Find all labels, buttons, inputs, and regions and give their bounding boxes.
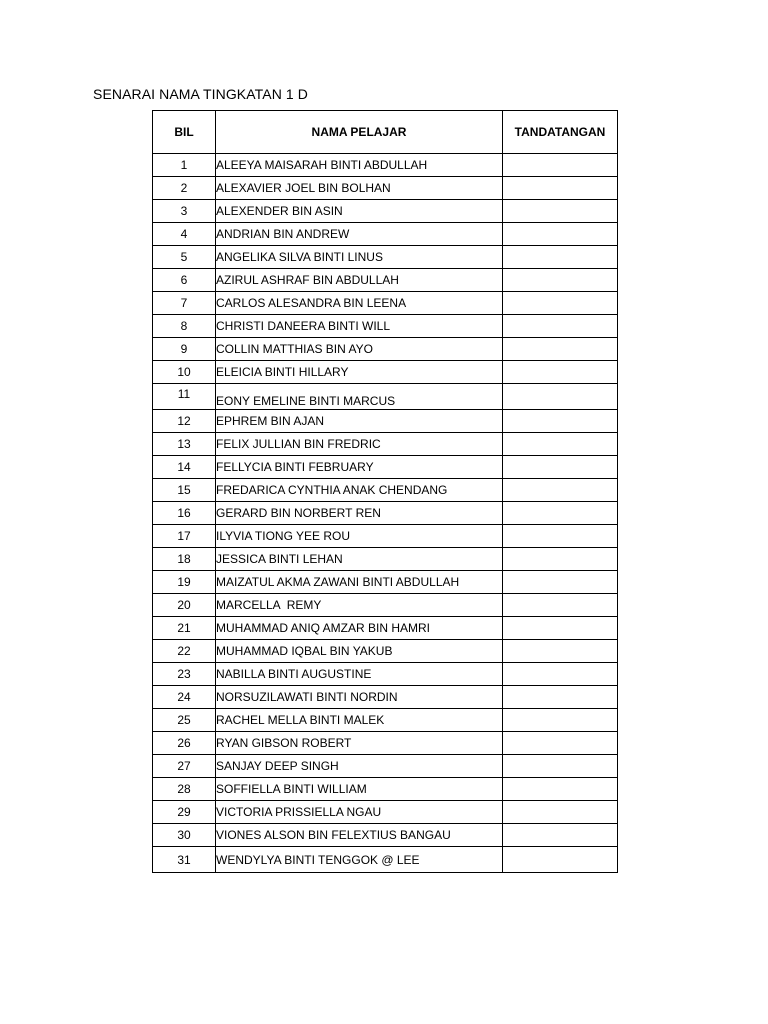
signature-cell[interactable] bbox=[503, 154, 618, 177]
signature-cell[interactable] bbox=[503, 640, 618, 663]
signature-cell[interactable] bbox=[503, 525, 618, 548]
table-row bbox=[153, 223, 618, 246]
signature-cell[interactable] bbox=[503, 433, 618, 456]
row-number: 11 bbox=[153, 384, 216, 410]
table-row bbox=[153, 338, 618, 361]
table-row bbox=[153, 709, 618, 732]
student-name: ANGELIKA SILVA BINTI LINUS bbox=[216, 246, 503, 269]
table-row bbox=[153, 686, 618, 709]
row-number: 29 bbox=[153, 801, 216, 824]
row-number: 26 bbox=[153, 732, 216, 755]
header-student-name: NAMA PELAJAR bbox=[216, 111, 503, 154]
signature-cell[interactable] bbox=[503, 502, 618, 525]
table-row bbox=[153, 525, 618, 548]
signature-cell[interactable] bbox=[503, 315, 618, 338]
signature-cell[interactable] bbox=[503, 410, 618, 433]
signature-cell[interactable] bbox=[503, 200, 618, 223]
signature-cell[interactable] bbox=[503, 456, 618, 479]
signature-cell[interactable] bbox=[503, 778, 618, 801]
student-name: SANJAY DEEP SINGH bbox=[216, 755, 503, 778]
row-number: 13 bbox=[153, 433, 216, 456]
row-number: 1 bbox=[153, 154, 216, 177]
student-name: ELEICIA BINTI HILLARY bbox=[216, 361, 503, 384]
table-row bbox=[153, 315, 618, 338]
signature-cell[interactable] bbox=[503, 663, 618, 686]
row-number: 10 bbox=[153, 361, 216, 384]
row-number: 25 bbox=[153, 709, 216, 732]
row-number: 18 bbox=[153, 548, 216, 571]
table-body bbox=[153, 154, 618, 873]
row-number: 5 bbox=[153, 246, 216, 269]
student-name: MUHAMMAD ANIQ AMZAR BIN HAMRI bbox=[216, 617, 503, 640]
signature-cell[interactable] bbox=[503, 617, 618, 640]
student-name: VIONES ALSON BIN FELEXTIUS BANGAU bbox=[216, 824, 503, 847]
table-row bbox=[153, 246, 618, 269]
student-name: ALEXAVIER JOEL BIN BOLHAN bbox=[216, 177, 503, 200]
student-name: CHRISTI DANEERA BINTI WILL bbox=[216, 315, 503, 338]
signature-cell[interactable] bbox=[503, 548, 618, 571]
signature-cell[interactable] bbox=[503, 223, 618, 246]
table-row bbox=[153, 617, 618, 640]
table-row bbox=[153, 456, 618, 479]
table-row bbox=[153, 640, 618, 663]
student-name: FELIX JULLIAN BIN FREDRIC bbox=[216, 433, 503, 456]
student-name: ILYVIA TIONG YEE ROU bbox=[216, 525, 503, 548]
signature-cell[interactable] bbox=[503, 594, 618, 617]
student-name: WENDYLYA BINTI TENGGOK @ LEE bbox=[216, 847, 503, 873]
row-number: 12 bbox=[153, 410, 216, 433]
table-row bbox=[153, 778, 618, 801]
row-number: 8 bbox=[153, 315, 216, 338]
student-name: NABILLA BINTI AUGUSTINE bbox=[216, 663, 503, 686]
table-header-row bbox=[153, 111, 618, 154]
signature-cell[interactable] bbox=[503, 824, 618, 847]
student-name: ANDRIAN BIN ANDREW bbox=[216, 223, 503, 246]
row-number: 21 bbox=[153, 617, 216, 640]
signature-cell[interactable] bbox=[503, 177, 618, 200]
row-number: 4 bbox=[153, 223, 216, 246]
student-name: SOFFIELLA BINTI WILLIAM bbox=[216, 778, 503, 801]
table-row bbox=[153, 594, 618, 617]
row-number: 27 bbox=[153, 755, 216, 778]
table-row bbox=[153, 433, 618, 456]
row-number: 20 bbox=[153, 594, 216, 617]
row-number: 31 bbox=[153, 847, 216, 873]
signature-cell[interactable] bbox=[503, 755, 618, 778]
signature-cell[interactable] bbox=[503, 847, 618, 873]
table-row bbox=[153, 502, 618, 525]
student-name: RYAN GIBSON ROBERT bbox=[216, 732, 503, 755]
row-number: 15 bbox=[153, 479, 216, 502]
student-name: COLLIN MATTHIAS BIN AYO bbox=[216, 338, 503, 361]
table-row bbox=[153, 548, 618, 571]
table-row bbox=[153, 755, 618, 778]
signature-cell[interactable] bbox=[503, 269, 618, 292]
student-name: ALEXENDER BIN ASIN bbox=[216, 200, 503, 223]
table-row bbox=[153, 847, 618, 873]
student-name: ALEEYA MAISARAH BINTI ABDULLAH bbox=[216, 154, 503, 177]
row-number: 2 bbox=[153, 177, 216, 200]
table-row bbox=[153, 361, 618, 384]
table-row bbox=[153, 479, 618, 502]
table-row bbox=[153, 732, 618, 755]
document-title: SENARAI NAMA TINGKATAN 1 D bbox=[93, 86, 308, 102]
signature-cell[interactable] bbox=[503, 571, 618, 594]
row-number: 14 bbox=[153, 456, 216, 479]
header-number: BIL bbox=[153, 111, 216, 154]
student-name: RACHEL MELLA BINTI MALEK bbox=[216, 709, 503, 732]
student-name: AZIRUL ASHRAF BIN ABDULLAH bbox=[216, 269, 503, 292]
row-number: 3 bbox=[153, 200, 216, 223]
student-name: FELLYCIA BINTI FEBRUARY bbox=[216, 456, 503, 479]
table-row bbox=[153, 200, 618, 223]
table-row bbox=[153, 292, 618, 315]
student-name: EPHREM BIN AJAN bbox=[216, 410, 503, 433]
signature-cell[interactable] bbox=[503, 801, 618, 824]
row-number: 24 bbox=[153, 686, 216, 709]
row-number: 6 bbox=[153, 269, 216, 292]
row-number: 7 bbox=[153, 292, 216, 315]
row-number: 23 bbox=[153, 663, 216, 686]
signature-cell[interactable] bbox=[503, 361, 618, 384]
row-number: 28 bbox=[153, 778, 216, 801]
student-name: GERARD BIN NORBERT REN bbox=[216, 502, 503, 525]
table-row bbox=[153, 384, 618, 410]
row-number: 16 bbox=[153, 502, 216, 525]
student-name: EONY EMELINE BINTI MARCUS bbox=[216, 384, 503, 410]
student-name: NORSUZILAWATI BINTI NORDIN bbox=[216, 686, 503, 709]
table-row bbox=[153, 663, 618, 686]
signature-cell[interactable] bbox=[503, 384, 618, 410]
student-name: VICTORIA PRISSIELLA NGAU bbox=[216, 801, 503, 824]
signature-cell[interactable] bbox=[503, 479, 618, 502]
table-row bbox=[153, 154, 618, 177]
student-name: MAIZATUL AKMA ZAWANI BINTI ABDULLAH bbox=[216, 571, 503, 594]
signature-cell[interactable] bbox=[503, 686, 618, 709]
table-row bbox=[153, 410, 618, 433]
signature-cell[interactable] bbox=[503, 709, 618, 732]
table-row bbox=[153, 801, 618, 824]
signature-cell[interactable] bbox=[503, 246, 618, 269]
header-signature: TANDATANGAN bbox=[503, 111, 618, 154]
student-name: CARLOS ALESANDRA BIN LEENA bbox=[216, 292, 503, 315]
signature-cell[interactable] bbox=[503, 732, 618, 755]
table-row bbox=[153, 177, 618, 200]
row-number: 17 bbox=[153, 525, 216, 548]
student-name: MUHAMMAD IQBAL BIN YAKUB bbox=[216, 640, 503, 663]
student-name: JESSICA BINTI LEHAN bbox=[216, 548, 503, 571]
row-number: 9 bbox=[153, 338, 216, 361]
signature-cell[interactable] bbox=[503, 292, 618, 315]
row-number: 30 bbox=[153, 824, 216, 847]
table-row bbox=[153, 269, 618, 292]
student-list-table bbox=[152, 110, 618, 873]
row-number: 19 bbox=[153, 571, 216, 594]
signature-cell[interactable] bbox=[503, 338, 618, 361]
table-row bbox=[153, 824, 618, 847]
row-number: 22 bbox=[153, 640, 216, 663]
table-row bbox=[153, 571, 618, 594]
student-name: FREDARICA CYNTHIA ANAK CHENDANG bbox=[216, 479, 503, 502]
student-name: MARCELLA REMY bbox=[216, 594, 503, 617]
